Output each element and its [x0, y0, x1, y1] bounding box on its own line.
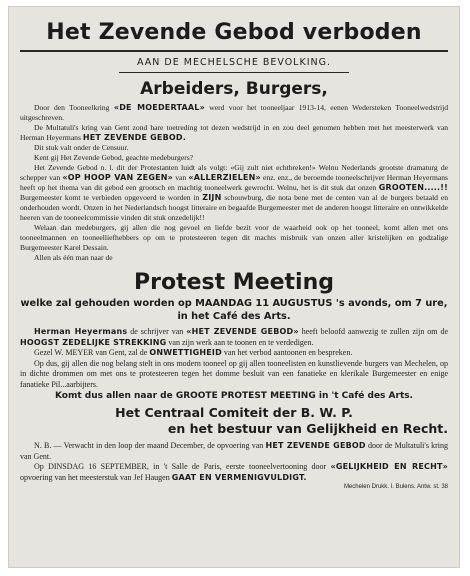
- nb2-text-a: Op DINSDAG 16 SEPTEMBER, in 't Salle de Paris, eerste tooneelvertooning door: [34, 462, 327, 471]
- p5-text-g: Burgemeester komt te verbieden opgevoerd te worden in: [20, 193, 200, 202]
- paragraph-5: [20, 163, 448, 223]
- p5-text-a: Het Zevende Gebod n. l. dit der Protestanten luidt als volgt: «Gij zult niet echtbreken!» Welnu Nederlands grootste dramaturg de schepper van: [20, 163, 448, 182]
- p9-text-a: Gezel W. MEYER van Gent, zal de: [34, 348, 148, 357]
- meeting-line-1: welke zal gehouden worden op MAANDAG 11 AUGUSTUS 's avonds, om 7 ure,: [20, 298, 448, 309]
- committee-line-2: en het bestuur van Gelijkheid en Recht.: [167, 421, 448, 436]
- nota-bene-2: [20, 462, 448, 483]
- p5-highlight-allerzielen: «ALLERZIELEN»: [188, 173, 261, 182]
- p1-text-c: werd voor het tooneeljaar 1913-14, eenen Wedersteken Tooneelwedstrijd uitgeschreven.: [20, 103, 449, 122]
- poster-subtitle: AAN DE MECHELSCHE BEVOLKING.: [137, 57, 331, 68]
- title-rule: [20, 50, 448, 52]
- p8-highlight-zevende-gebod: «HET ZEVENDE GEBOD»: [186, 327, 299, 336]
- meeting-line-2: in het Café des Arts.: [177, 311, 291, 322]
- protest-heading: Protest Meeting: [134, 270, 334, 295]
- printer-credit: Mechelen Drukk. I. Bulens. Antw. st. 38: [343, 484, 448, 490]
- nb2-highlight-gaat: GAAT EN VERMENIGVULDIGT.: [171, 472, 307, 482]
- p5-text-e: enz. enz., de beroemde tooneelschrijver Herman Heyermans heeft op het thema van dit gebod een grootsch en machtig tooneelwerk gewrocht. Welnu, het is dit stuk dat onzen: [20, 173, 448, 192]
- paragraph-3: Dit stuk valt onder de Censuur.: [34, 143, 129, 152]
- p2-text-a: De Multatuli's kring van Gent zond hare toetreding tot dezen wedstrijd in en zou deel genomen hebben met het meesterwerk van Herman Heyermans: [20, 123, 448, 142]
- paragraph-8: [20, 327, 448, 348]
- paragraph-7: Allen als één man naar de: [34, 253, 113, 262]
- nb1-text-a: N. B. — Verwacht in den loop der maand December, de opvoering van: [34, 441, 264, 450]
- paragraph-4: Kent gij Het Zevende Gebod, geachte medeburgers?: [34, 153, 194, 162]
- p8-highlight-strekking: HOOGST ZEDELIJKE STREKKING: [20, 337, 167, 347]
- p5-highlight-op-hoop: «OP HOOP VAN ZEGEN»: [62, 173, 174, 182]
- committee-line-1: Het Centraal Comiteit der B. W. P.: [115, 405, 353, 420]
- poster-title: Het Zevende Gebod verboden: [46, 20, 422, 45]
- p8-text-b: de schrijver van: [130, 327, 184, 336]
- p9-text-c: van het verbod aantoonen en bespreken.: [223, 348, 353, 357]
- greeting: Arbeiders, Burgers,: [140, 79, 328, 99]
- paragraph-6: Welaan dan medeburgers, gij allen die nog gevoel en liefde bezit voor de waarheid ook op het tooneel, komt allen met ons tooneelmannen en tooneelliefhebbers op om te protesteeren tegen dit machts misbruik van onzen aller kristelijken en godzalige Burgemeester Karel Dessain.: [20, 223, 448, 252]
- nota-bene-1: [20, 441, 448, 462]
- p9-highlight-onwettigheid: ONWETTIGHEID: [149, 348, 222, 357]
- p2-highlight-zevende-gebod: HET ZEVENDE GEBOD.: [82, 133, 186, 142]
- subtitle-rule: [119, 72, 349, 73]
- nb1-text-c: door de Multatuli's kring van Gent.: [20, 441, 449, 461]
- p5-text-i: schouwburg, die nota bene met de centen van al de burgers betaald en onderhouden wordt. Onzen in het Nederlandsch hoogst litteraire en begaafde Burgemeester met de anderen hoogst litteraire en ontwikkelde heeren van de tooneelcommissie vinden dit stuk onzedelijk!!: [20, 193, 449, 222]
- p1-highlight-moedertaal: «DE MOEDERTAAL»: [113, 103, 205, 112]
- paragraph-2: [20, 123, 448, 143]
- poster-content: [20, 14, 448, 491]
- p5-highlight-grooten: GROOTEN.....!!: [378, 183, 448, 192]
- nb2-text-c: opvoering van het meesterstuk van Jef Haugen: [20, 472, 170, 482]
- p1-text-a: Door den Tooneelkring: [34, 103, 110, 112]
- p8-text-d: heeft beloofd aanwezig te zullen zijn om de: [301, 327, 449, 336]
- paragraph-10: Op dus, gij allen die nog belang stelt in ons modern tooneel op gij allen tooneelisten en kunstlievende burgers van Mechelen, op in dichte drommen om met ons te protesteeren tegen het domme besluit van een fanatieke en klerikale Burgemeester en enige fanatieke Pil...aarbijters.: [20, 358, 448, 389]
- p5-highlight-zijn: ZIJN: [202, 193, 222, 202]
- nb1-highlight-zevende-gebod: HET ZEVENDE GEBOD: [265, 441, 366, 450]
- p5-text-c: van: [175, 173, 187, 182]
- poster-sheet: [8, 6, 460, 568]
- paragraph-9: [20, 348, 448, 359]
- p8-highlight-heyermans: Herman Heyermans: [34, 327, 128, 336]
- paragraph-1: [20, 103, 448, 123]
- p8-text-f: van zijn werk aan te toonen en te verdedigen.: [168, 337, 314, 347]
- nb2-highlight-gelijkheid: «GELIJKHEID EN RECHT»: [330, 462, 449, 471]
- call-to-meeting: Komt dus allen naar de GROOTE PROTEST MEETING in 't Café des Arts.: [54, 391, 414, 401]
